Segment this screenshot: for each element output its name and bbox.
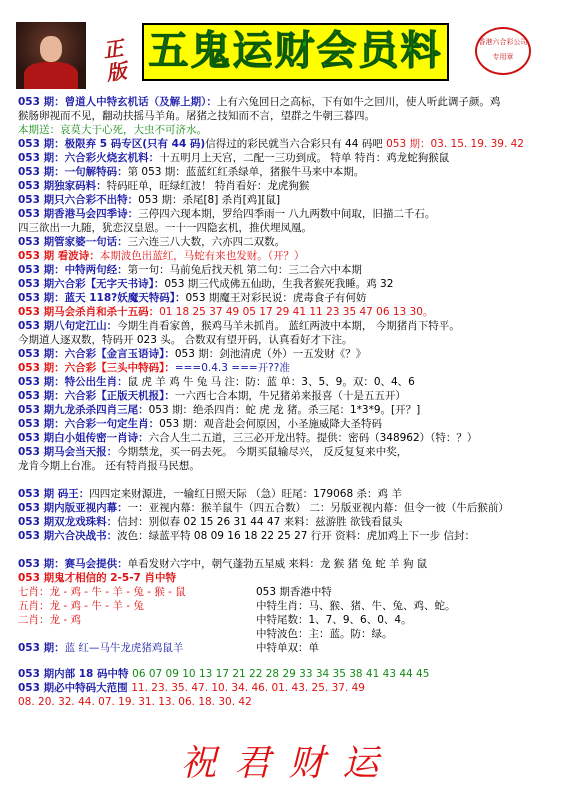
text-line: [18, 375, 574, 389]
line-segment: 二肖：龙 - 鸡: [18, 614, 81, 626]
line-segment: 一：亚视内幕：猴羊鼠牛（四五合数） 二：另版亚视内幕：但令一彼（牛后猴前）: [127, 502, 509, 514]
line-segment: 053 期马会当天报：: [18, 446, 118, 458]
line-segment: 中特波色：主：蓝。防：绿。: [256, 628, 393, 640]
line-segment: 今期禁龙，买一码去死。 今期买鼠输尽兴， 反反复复来中奖，: [117, 446, 408, 458]
line-segment: 今期生肖看家兽，猴鸡马羊未抓肖。 蓝红两波中本期， 今期猪肖下特平。: [117, 320, 460, 332]
text-line: [18, 459, 574, 473]
line-segment: 波色：绿蓝平特 08 09 16 18 22 25 27 行开 资料：虎加鸡上下一步 信封：: [117, 530, 475, 542]
text-line: [18, 221, 574, 235]
text-line: [18, 585, 248, 599]
line-segment: 四三欲出一九随，犹恋汉皇恩。一十一四隐玄机，推伏埋凤凰。: [18, 222, 312, 234]
text-line: [18, 695, 574, 709]
line-segment: 本期波色出蓝红，马蛇有来也发财。（开？）: [99, 250, 305, 262]
line-segment: ===0.4.3 ===开??准: [174, 362, 290, 374]
seal-stamp: [475, 27, 531, 75]
text-line: [18, 277, 574, 291]
line-segment: 053 期：杀尾[8] 杀肖[鸡][鼠]: [138, 194, 281, 206]
line-segment: 053 期：03. 15. 19. 39. 42: [386, 138, 524, 150]
line-segment: 龙肯今期上台准。 还有特肖报马民想。: [18, 460, 200, 472]
line-segment: 今期道人逐双数，特码开 023 头。 合数双有望开码，认真看好才下注。: [18, 334, 353, 346]
page-title: 五鬼运财会员料: [148, 28, 443, 74]
text-line: [18, 347, 574, 361]
text-line: [18, 305, 574, 319]
line-segment: 三六连三八大数，六亦四二双数。: [127, 236, 286, 248]
line-segment: 053 期：观音赴会何原因，小圣施威降大圣特码: [159, 418, 382, 430]
line-segment: 11. 23. 35. 47. 10. 34. 46. 01. 43. 25. 37. 49: [131, 682, 365, 694]
text-line: [256, 627, 574, 641]
text-line: [18, 515, 574, 529]
text-line: [18, 417, 574, 431]
edition-badge: 正版: [101, 35, 128, 86]
line-segment: 鼠 虎 羊 鸡 牛 兔 马 注：防：蓝 单：3、5、9。双：0、4、6: [127, 376, 415, 388]
line-segment: 053 期 码王：: [18, 488, 90, 500]
line-segment: 053 期内部 18 码中特: [18, 668, 133, 680]
line-segment: 053 期：六合彩一句定生肖：: [18, 418, 160, 430]
line-segment: 053 期：蓝天 118?妖魔天特码】：: [18, 292, 186, 304]
text-line: [18, 361, 574, 375]
text-line: [18, 667, 574, 681]
text-line: [18, 193, 574, 207]
text-line: [18, 557, 574, 571]
line-segment: 本期送：哀莫大于心死，大虫不可济水。: [18, 124, 207, 136]
line-segment: 信得过的彩民就当六合彩只有 44 码吧: [205, 138, 387, 150]
line-segment: 053 期：六合彩【三头中特码】：: [18, 362, 175, 374]
text-line: [18, 151, 574, 165]
line-segment: 053 期马会杀肖和杀十五码：: [18, 306, 160, 318]
text-line: [256, 599, 574, 613]
text-line: [18, 627, 248, 641]
text-line: [18, 95, 574, 109]
text-line: [18, 529, 574, 543]
line-segment: 06 07 09 10 13 17 21 22 28 29 33 34 35 38 41 43 44 45: [132, 668, 430, 680]
line-segment: 053 期：特公出生肖：: [18, 376, 128, 388]
right-column: [256, 571, 574, 655]
seal-line-2: 专用章: [492, 53, 514, 61]
text-line: [18, 165, 574, 179]
line-segment: 053 期：: [18, 642, 65, 654]
text-line: [18, 333, 574, 347]
line-segment: 十五明月上天宫，二配一三功到成。 特单 特肖：鸡龙蛇狗猴鼠: [159, 152, 450, 164]
text-line: [256, 571, 574, 585]
text-line: [18, 641, 248, 655]
line-segment: 六合人生二五道，三三必开龙出特。提供：密码（348962）（特：？）: [148, 432, 478, 444]
text-line: [18, 263, 574, 277]
text-line: [18, 137, 574, 151]
line-segment: 053 期：绝杀四肖：蛇 虎 龙 猪。杀三尾：1*3*9。[开？]: [148, 404, 421, 416]
line-segment: 信封：别似春 02 15 26 31 44 47 来料：兹游胜 欲钱看鼠头: [117, 516, 403, 528]
line-segment: 053 期管家婆一句话：: [18, 236, 128, 248]
left-column: [18, 571, 248, 655]
line-segment: 053 期魔王对彩民说：虎毒食子有何妨: [185, 292, 367, 304]
line-segment: 01 18 25 37 49 05 17 29 41 11 23 35 47 06 13 30。: [159, 306, 434, 318]
line-segment: 四四定来财源进，一输红日照天际 （急）旺尾：179068 杀：鸡 羊: [89, 488, 402, 500]
line-segment: 七肖：龙 - 鸡 - 牛 - 羊 - 兔 - 猴 - 鼠: [18, 586, 186, 598]
text-line: [18, 207, 574, 221]
line-segment: 第一句：马前兔后找天机 第二句：三二合六中本期: [127, 264, 362, 276]
line-segment: 053 期：剑池清虎（外）一五发财《？》: [174, 348, 367, 360]
text-line: [256, 585, 574, 599]
line-segment: 中特尾数：1、7、9、6、0、4。: [256, 614, 412, 626]
line-segment: 053 期：六合彩【正版天机报】：: [18, 390, 175, 402]
two-column-block: [18, 571, 574, 667]
text-line: [18, 291, 574, 305]
seal-line-1: 香港六合彩公司: [478, 38, 528, 46]
line-segment: 053 期：一句解特码：: [18, 166, 128, 178]
line-segment: 053 期鬼才相信的 2-5-7 肖中特: [18, 572, 177, 584]
line-segment: 中特生肖：马、猴、猪、牛、兔、鸡、蛇。: [256, 600, 456, 612]
text-line: [18, 319, 574, 333]
tail-lines: [18, 667, 574, 709]
line-segment: 053 期：六合彩【金言玉语诗】：: [18, 348, 175, 360]
line-segment: 053 期 看波诗：: [18, 250, 100, 262]
line-segment: 053 期独家码料：: [18, 180, 107, 192]
text-line: [18, 613, 248, 627]
text-line: [18, 599, 248, 613]
text-line: [18, 403, 574, 417]
text-line: [18, 681, 574, 695]
line-segment: 第 053 期：蓝蓝红红杀绿单，猪猴牛马来中本期。: [127, 166, 365, 178]
text-line: [18, 445, 574, 459]
line-segment: 053 期：六合彩火烧玄机料：: [18, 152, 160, 164]
line-segment: 五肖：龙 - 鸡 - 牛 - 羊 - 兔: [18, 600, 144, 612]
line-segment: 单看发财六字中，朝气蓬勃五星威 来料：龙 猴 猪 兔 蛇 羊 狗 鼠: [127, 558, 428, 570]
text-line: [18, 389, 574, 403]
line-segment: 一六西七合本期，牛兄猪弟来报喜（十是五五开）: [174, 390, 406, 402]
line-segment: 053 期香港中特: [256, 586, 332, 598]
line-segment: 053 期：曾道人中特玄机话（及解上期）：: [18, 96, 217, 108]
text-line: [18, 123, 574, 137]
line-segment: 蓝 红—马牛龙虎猪鸡鼠羊: [64, 642, 184, 654]
line-segment: 053 期：赛马会提供：: [18, 558, 128, 570]
line-segment: 053 期香港马会四季诗：: [18, 208, 139, 220]
line-segment: 三停四六现本期，罗给四季雨一 八九两数中间取，旧描二千石。: [138, 208, 436, 220]
text-line: [18, 235, 574, 249]
footer-blessing: 祝君财运: [180, 743, 397, 784]
text-line: [18, 249, 574, 263]
line-segment: 053 期双龙戏珠料：: [18, 516, 118, 528]
text-line: [18, 431, 574, 445]
header: [0, 0, 577, 95]
line-segment: 053 期九龙杀杀四肖三尾：: [18, 404, 149, 416]
text-line: [256, 641, 574, 655]
line-segment: 中特单双：单: [256, 642, 319, 654]
text-line: [256, 613, 574, 627]
line-segment: 053 期：中特两句经：: [18, 264, 128, 276]
text-line: [18, 109, 574, 123]
line-segment: 053 期只六合彩不出特：: [18, 194, 139, 206]
line-segment: 特码旺单，旺绿红波！ 特肖看好：龙虎狗猴: [106, 180, 310, 192]
line-segment: 053 期：极限弃 5 码专区(只有 44 码): [18, 138, 206, 150]
text-line: [18, 571, 248, 585]
line-segment: 08. 20. 32. 44. 07. 19. 31. 13. 06. 18. 30. 42: [18, 696, 252, 708]
text-line: [18, 179, 574, 193]
avatar: [16, 22, 86, 89]
line-segment: 053 期三代成佛五仙助，生我者猴死我睡。鸡 32: [164, 278, 394, 290]
line-segment: 053 期内版亚视内幕：: [18, 502, 128, 514]
text-line: [18, 501, 574, 515]
content: [18, 95, 574, 709]
line-segment: 上有六兔回日之高标，下有如牛之回川，使人听此调子颜。鸡: [216, 96, 501, 108]
text-line: [18, 487, 574, 501]
line-segment: 053 期六合彩【无字天书诗】：: [18, 278, 165, 290]
line-segment: 053 期白小姐传密一肖诗：: [18, 432, 149, 444]
text-line: [18, 543, 574, 557]
line-segment: 猴肠卵视而不见，翻动扶摇马羊角。屠猪之技知而不言，望群之牛朝三暮四。: [18, 110, 375, 122]
line-segment: 053 期八句定江山：: [18, 320, 118, 332]
text-line: [18, 473, 574, 487]
line-segment: 053 期必中特码大范围: [18, 682, 132, 694]
prediction-lines: [18, 95, 574, 571]
line-segment: 053 期六合决战书：: [18, 530, 118, 542]
